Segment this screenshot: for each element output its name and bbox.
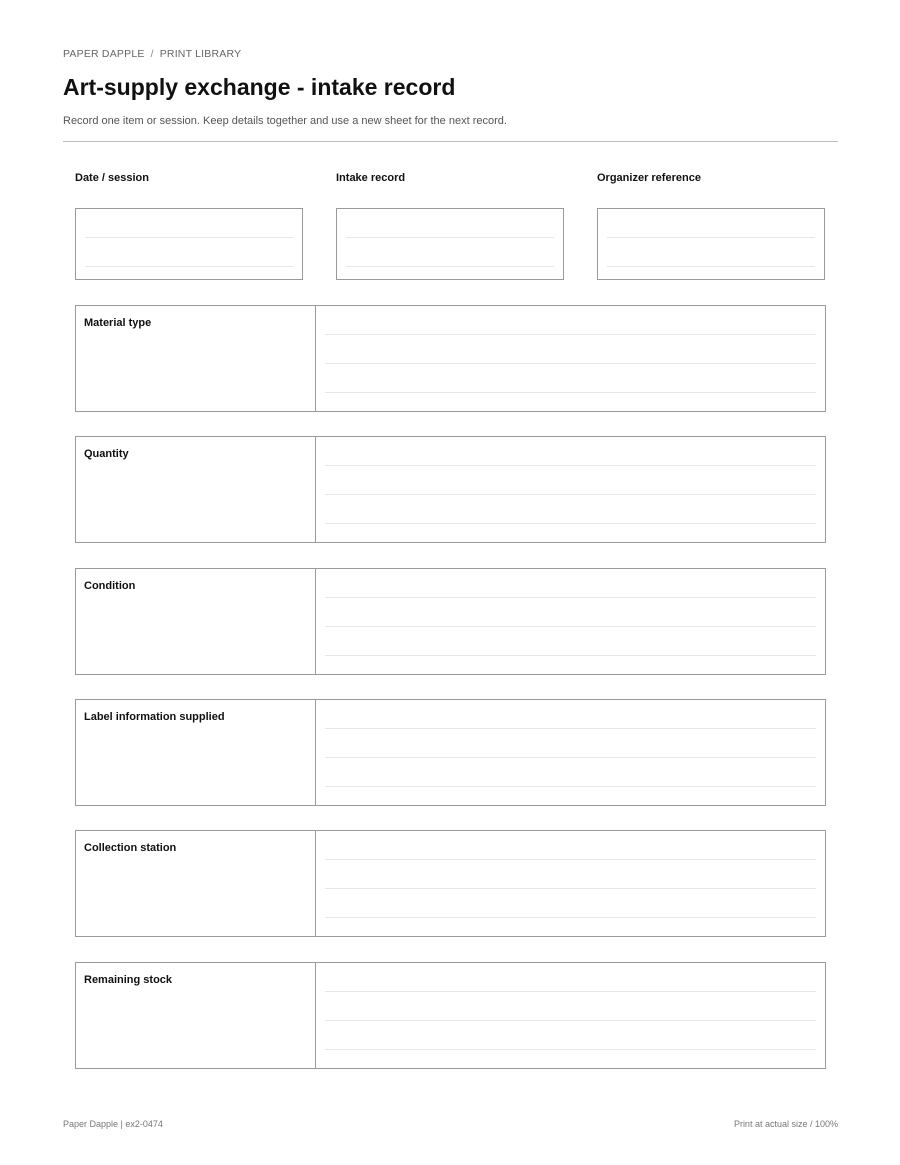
organizer-reference-write-box[interactable]: [597, 208, 825, 280]
writing-line: [325, 494, 816, 495]
writing-line: [85, 266, 293, 267]
breadcrumb-item-library[interactable]: PRINT LIBRARY: [159, 48, 242, 60]
row-label-cell: [76, 437, 316, 542]
label-information-write-area[interactable]: [316, 700, 825, 805]
writing-line: [325, 523, 816, 524]
quantity-row: [75, 436, 826, 543]
condition-label: Condition: [84, 580, 136, 592]
quantity-write-area[interactable]: [316, 437, 825, 542]
material-type-label: Material type: [84, 317, 152, 329]
breadcrumb-item-site[interactable]: PAPER DAPPLE: [63, 48, 145, 60]
writing-line: [325, 786, 816, 787]
writing-line: [346, 266, 554, 267]
row-label-cell: [76, 831, 316, 936]
writing-line: [325, 334, 816, 335]
material-type-write-area[interactable]: [316, 306, 825, 411]
intake-record-field: [336, 172, 564, 184]
writing-line: [85, 237, 293, 238]
date-session-field: [75, 172, 303, 184]
writing-line: [325, 917, 816, 918]
quantity-label: Quantity: [84, 448, 129, 460]
label-information-label: Label information supplied: [84, 711, 225, 723]
writing-line: [325, 363, 816, 364]
writing-line: [325, 859, 816, 860]
writing-line: [325, 1049, 816, 1050]
collection-station-label: Collection station: [84, 842, 177, 854]
row-label-cell: [76, 306, 316, 411]
writing-line: [325, 597, 816, 598]
condition-row: [75, 568, 826, 675]
writing-line: [607, 266, 815, 267]
page-title: Art-supply exchange - intake record: [63, 74, 456, 100]
writing-line: [325, 655, 816, 656]
remaining-stock-row: [75, 962, 826, 1069]
intake-record-write-box[interactable]: [336, 208, 564, 280]
material-type-row: [75, 305, 826, 412]
remaining-stock-write-area[interactable]: [316, 963, 825, 1068]
row-label-cell: [76, 963, 316, 1068]
breadcrumb-separator: /: [150, 48, 154, 60]
remaining-stock-label: Remaining stock: [84, 974, 173, 986]
row-label-cell: [76, 569, 316, 674]
writing-line: [325, 888, 816, 889]
collection-station-row: [75, 830, 826, 937]
writing-line: [325, 392, 816, 393]
writing-line: [346, 237, 554, 238]
writing-line: [325, 757, 816, 758]
writing-line: [325, 465, 816, 466]
writing-line: [607, 237, 815, 238]
writing-line: [325, 728, 816, 729]
footer-print-note: Print at actual size / 100%: [733, 1119, 838, 1129]
writing-line: [325, 1020, 816, 1021]
date-session-write-box[interactable]: [75, 208, 303, 280]
label-information-row: [75, 699, 826, 806]
organizer-reference-field: [597, 172, 825, 184]
footer-reference: Paper Dapple | ex2-0474: [63, 1119, 163, 1129]
collection-station-write-area[interactable]: [316, 831, 825, 936]
writing-line: [325, 991, 816, 992]
breadcrumb: [63, 48, 241, 60]
condition-write-area[interactable]: [316, 569, 825, 674]
row-label-cell: [76, 700, 316, 805]
intake-record-label: Intake record: [336, 172, 406, 184]
organizer-reference-label: Organizer reference: [597, 172, 701, 184]
page-subtitle: Record one item or session. Keep details together and use a new sheet for the next record.: [63, 115, 507, 127]
date-session-label: Date / session: [75, 172, 149, 184]
writing-line: [325, 626, 816, 627]
header-divider: [63, 141, 838, 142]
